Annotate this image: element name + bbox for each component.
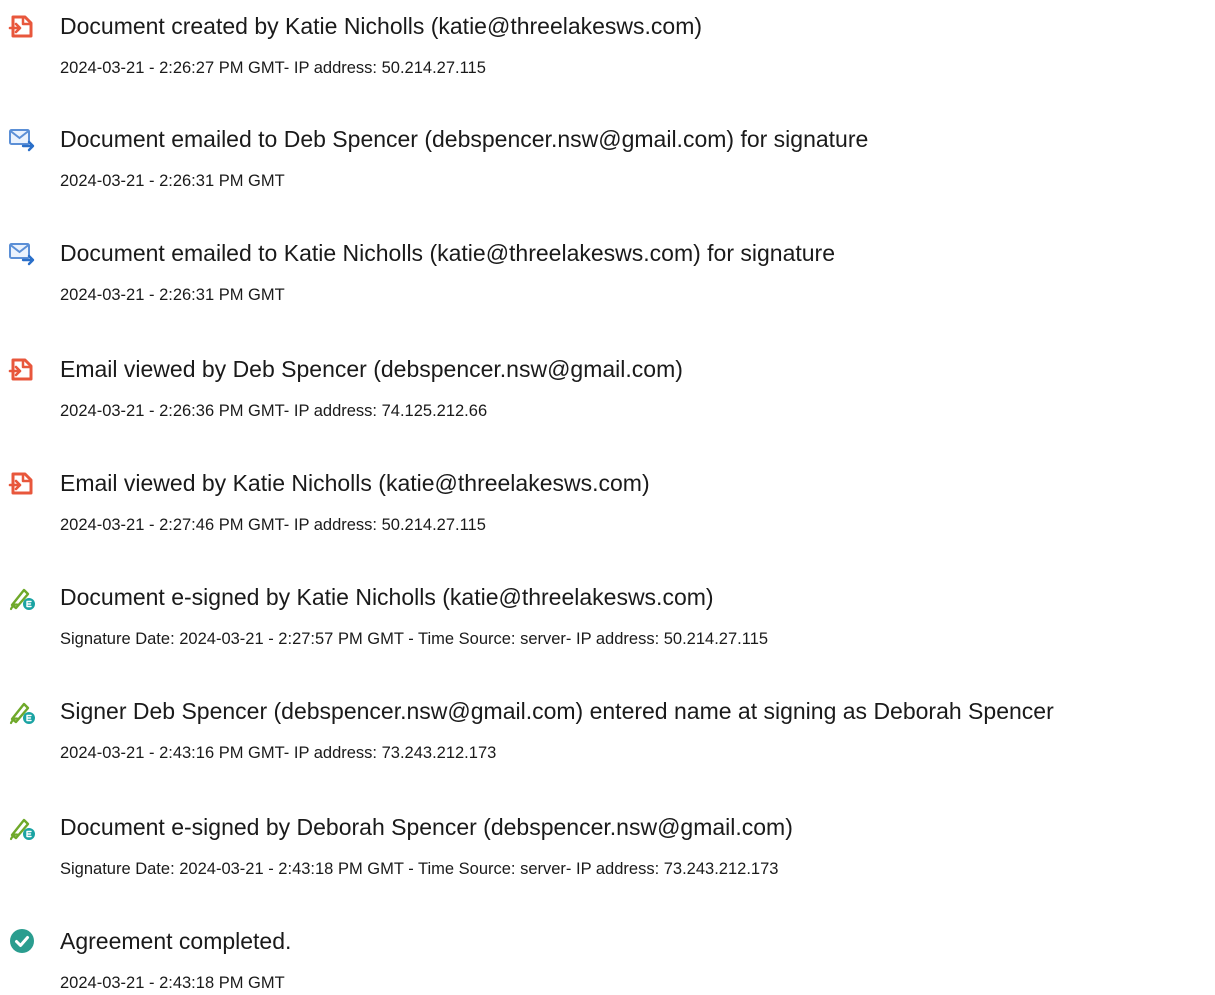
event-title: Document e-signed by Katie Nicholls (katie@threelakesws.com) <box>60 584 714 610</box>
audit-event <box>0 571 1215 651</box>
event-title: Email viewed by Katie Nicholls (katie@threelakesws.com) <box>60 470 650 496</box>
e-sign-pen-icon <box>8 813 36 841</box>
event-detail: 2024-03-21 - 2:26:31 PM GMT <box>60 286 285 304</box>
audit-event <box>0 227 1215 307</box>
audit-event <box>0 343 1215 423</box>
check-circle-icon <box>8 927 36 955</box>
event-title: Document emailed to Deb Spencer (debspencer.nsw@gmail.com) for signature <box>60 126 869 152</box>
event-detail: Signature Date: 2024-03-21 - 2:27:57 PM GMT - Time Source: server- IP address: 50.214.27.115 <box>60 630 769 648</box>
document-icon <box>8 355 36 383</box>
document-icon <box>8 469 36 497</box>
event-title: Document created by Katie Nicholls (katie@threelakesws.com) <box>60 13 703 39</box>
event-title: Email viewed by Deb Spencer (debspencer.nsw@gmail.com) <box>60 356 683 382</box>
e-sign-pen-icon <box>8 697 36 725</box>
event-detail: 2024-03-21 - 2:26:27 PM GMT- IP address: 50.214.27.115 <box>60 59 486 77</box>
audit-event <box>0 113 1215 193</box>
email-send-icon <box>8 239 36 267</box>
event-title: Document e-signed by Deborah Spencer (debspencer.nsw@gmail.com) <box>60 814 793 840</box>
event-detail: 2024-03-21 - 2:43:16 PM GMT- IP address: 73.243.212.173 <box>60 744 497 762</box>
event-detail: 2024-03-21 - 2:26:36 PM GMT- IP address: 74.125.212.66 <box>60 402 488 420</box>
audit-event <box>0 915 1215 995</box>
event-title: Document emailed to Katie Nicholls (katie@threelakesws.com) for signature <box>60 240 836 266</box>
audit-event <box>0 0 1215 80</box>
event-detail: 2024-03-21 - 2:26:31 PM GMT <box>60 172 285 190</box>
email-send-icon <box>8 125 36 153</box>
audit-event <box>0 685 1215 765</box>
event-detail: Signature Date: 2024-03-21 - 2:43:18 PM GMT - Time Source: server- IP address: 73.243.212.173 <box>60 860 779 878</box>
event-title: Signer Deb Spencer (debspencer.nsw@gmail.com) entered name at signing as Deborah Spencer <box>60 698 1054 724</box>
audit-event <box>0 457 1215 537</box>
document-icon <box>8 12 36 40</box>
e-sign-pen-icon <box>8 583 36 611</box>
event-detail: 2024-03-21 - 2:27:46 PM GMT- IP address: 50.214.27.115 <box>60 516 486 534</box>
event-title: Agreement completed. <box>60 928 292 954</box>
event-detail: 2024-03-21 - 2:43:18 PM GMT <box>60 974 285 992</box>
audit-event <box>0 801 1215 881</box>
